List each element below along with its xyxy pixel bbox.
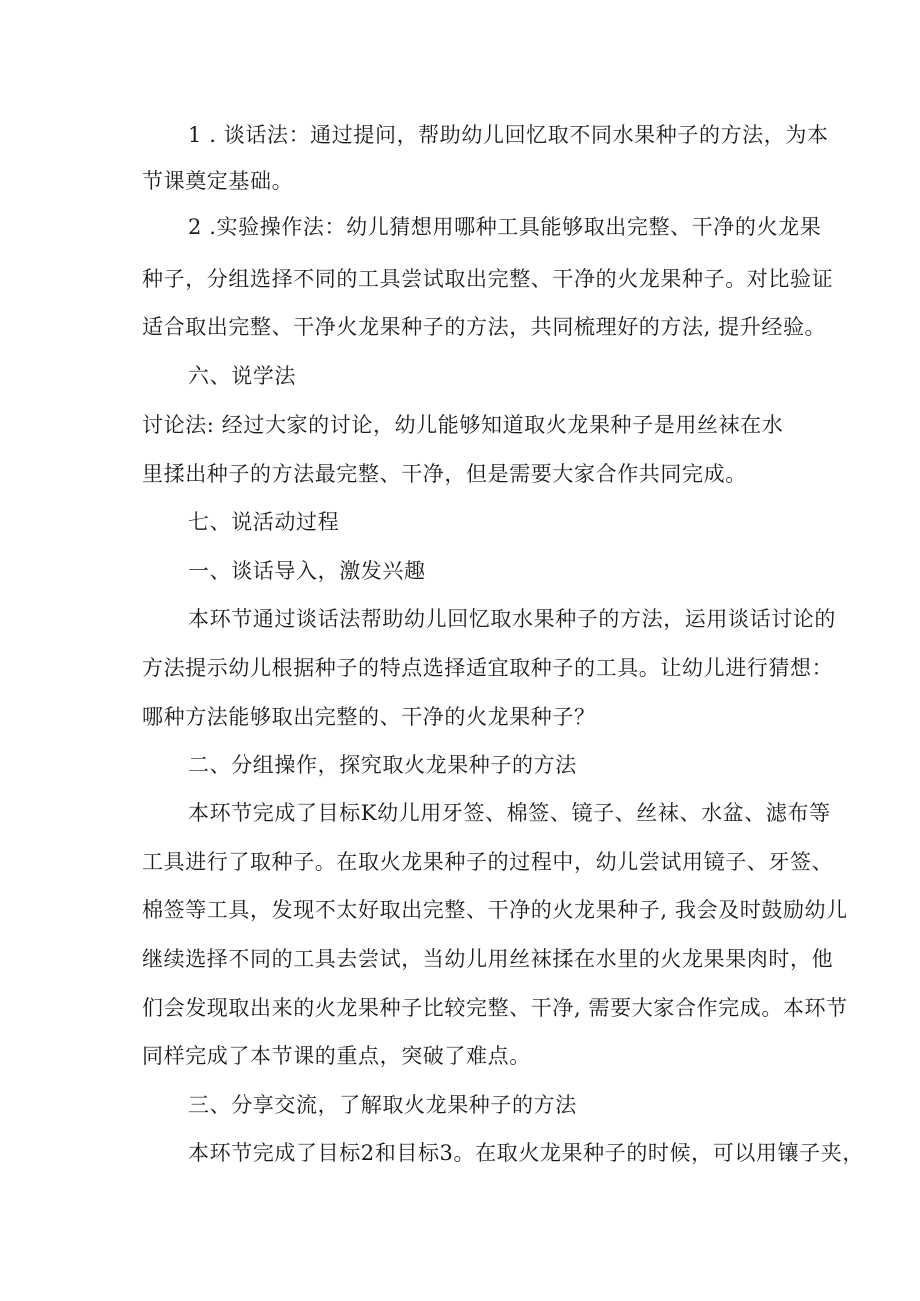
text-line: 本环节完成了目标K幼儿用牙签、棉签、镜子、丝袜、水盆、滤布等: [188, 801, 831, 825]
section-heading: 六、说学法: [188, 364, 296, 388]
text-line: 节课奠定基础。: [142, 169, 294, 193]
text-line: 讨论法: 经过大家的讨论，幼儿能够知道取火龙果种子是用丝袜在水: [142, 413, 784, 437]
text-line: 本环节完成了目标2和目标3。在取火龙果种子的时候，可以用镶子夹，: [188, 1141, 864, 1165]
text-line: 适合取出完整、干净火龙果种子的方法，共同梳理好的方法, 提升经验。: [142, 315, 827, 339]
text-line: 2 .实验操作法：幼儿猜想用哪种工具能够取出完整、干净的火龙果: [188, 215, 822, 239]
section-heading: 七、说活动过程: [188, 510, 340, 534]
text-line: 哪种方法能够取出完整的、干净的火龙果种子？: [142, 705, 596, 729]
text-line: 本环节通过谈话法帮助幼儿回忆取水果种子的方法，运用谈话讨论的: [188, 607, 836, 631]
text-line: 里揉出种子的方法最完整、干净，但是需要大家合作共同完成。: [142, 462, 747, 486]
subsection-heading: 三、分享交流，了解取火龙果种子的方法: [188, 1093, 577, 1117]
text-line: 工具进行了取种子。在取火龙果种子的过程中，幼儿尝试用镜子、牙签、: [142, 850, 834, 874]
subsection-heading: 一、谈话导入，激发兴趣: [188, 559, 426, 583]
subsection-heading: 二、分组操作，探究取火龙果种子的方法: [188, 753, 577, 777]
text-line: 同样完成了本节课的重点，突破了难点。: [142, 1044, 531, 1068]
text-line: 1 . 谈话法：通过提问，帮助幼儿回忆取不同水果种子的方法，为本: [188, 123, 829, 147]
text-line: 种子，分组选择不同的工具尝试取出完整、干净的火龙果种子。对比验证: [142, 267, 834, 291]
text-line: 棉签等工具，发现不太好取出完整、干净的火龙果种子, 我会及时鼓励幼儿: [142, 898, 848, 922]
text-line: 们会发现取出来的火龙果种子比较完整、干净, 需要大家合作完成。本环节: [142, 996, 848, 1020]
text-line: 继续选择不同的工具去尝试，当幼儿用丝袜揉在水里的火龙果果肉时，他: [142, 947, 834, 971]
text-line: 方法提示幼儿根据种子的特点选择适宜取种子的工具。让幼儿进行猜想：: [142, 656, 834, 680]
